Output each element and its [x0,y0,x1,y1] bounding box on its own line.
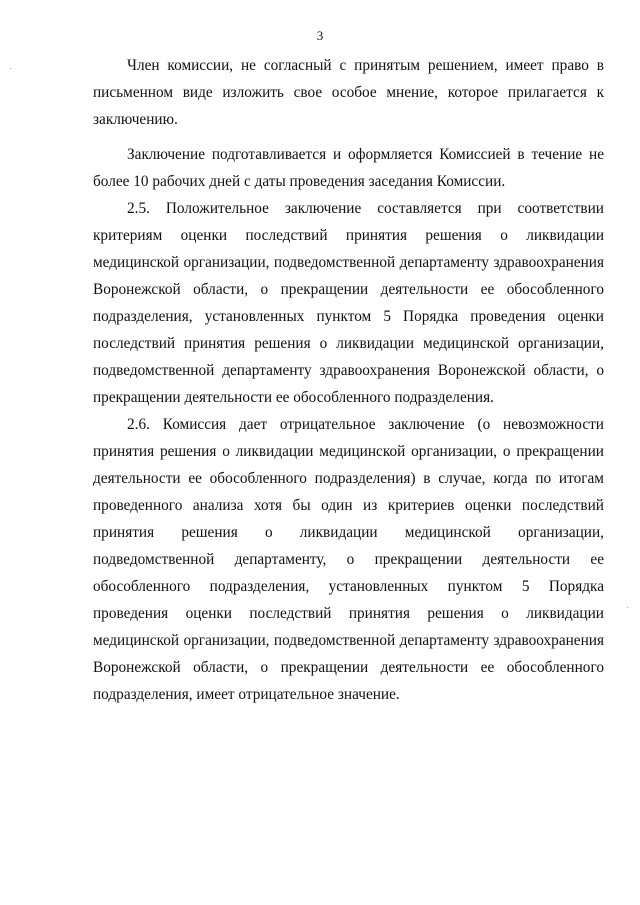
paragraph-2-6: 2.6. Комиссия дает отрицательное заключение (о невозможности принятия решения о ликвидации медицинской организации, о прекращении деятельности ее обособленного подразделения) в случае, когда по итогам проведенного анализа хотя бы один из критериев оценки последствий принятия решения о ликвидации медицинской организации, подведомственной департаменту, о прекращении деятельности ее обособленного подразделения, установленных пунктом 5 Порядка проведения оценки последствий принятия решения о ликвидации медицинской организации, подведомственной департаменту здравоохранения Воронежской области, о прекращении деятельности ее обособленного подразделения, имеет отрицательное значение. [93,416,604,703]
paragraph-dissent: Член комиссии, не согласный с принятым решением, имеет право в письменном виде изложить свое особое мнение, которое прилагается к заключению. [93,57,604,128]
scan-speck [627,607,628,608]
paragraph-deadline: Заключение подготавливается и оформляется Комиссией в течение не более 10 рабочих дней с даты проведения заседания Комиссии. [93,146,604,190]
paragraph-gap [93,133,604,141]
paragraph-2-5: 2.5. Положительное заключение составляется при соответствии критериям оценки последствий принятия решения о ликвидации медицинской организации, подведомственной департаменту здравоохранения Воронежской области, о прекращении деятельности ее обособленного подразделения, установленных пунктом 5 Порядка проведения оценки последствий принятия решения о ликвидации медицинской организации, подведомственной департаменту здравоохранения Воронежской области, о прекращении деятельности ее обособленного подразделения. [93,200,604,406]
scan-speck [10,68,11,69]
document-body [93,52,604,708]
page-number: 3 [316,28,324,43]
